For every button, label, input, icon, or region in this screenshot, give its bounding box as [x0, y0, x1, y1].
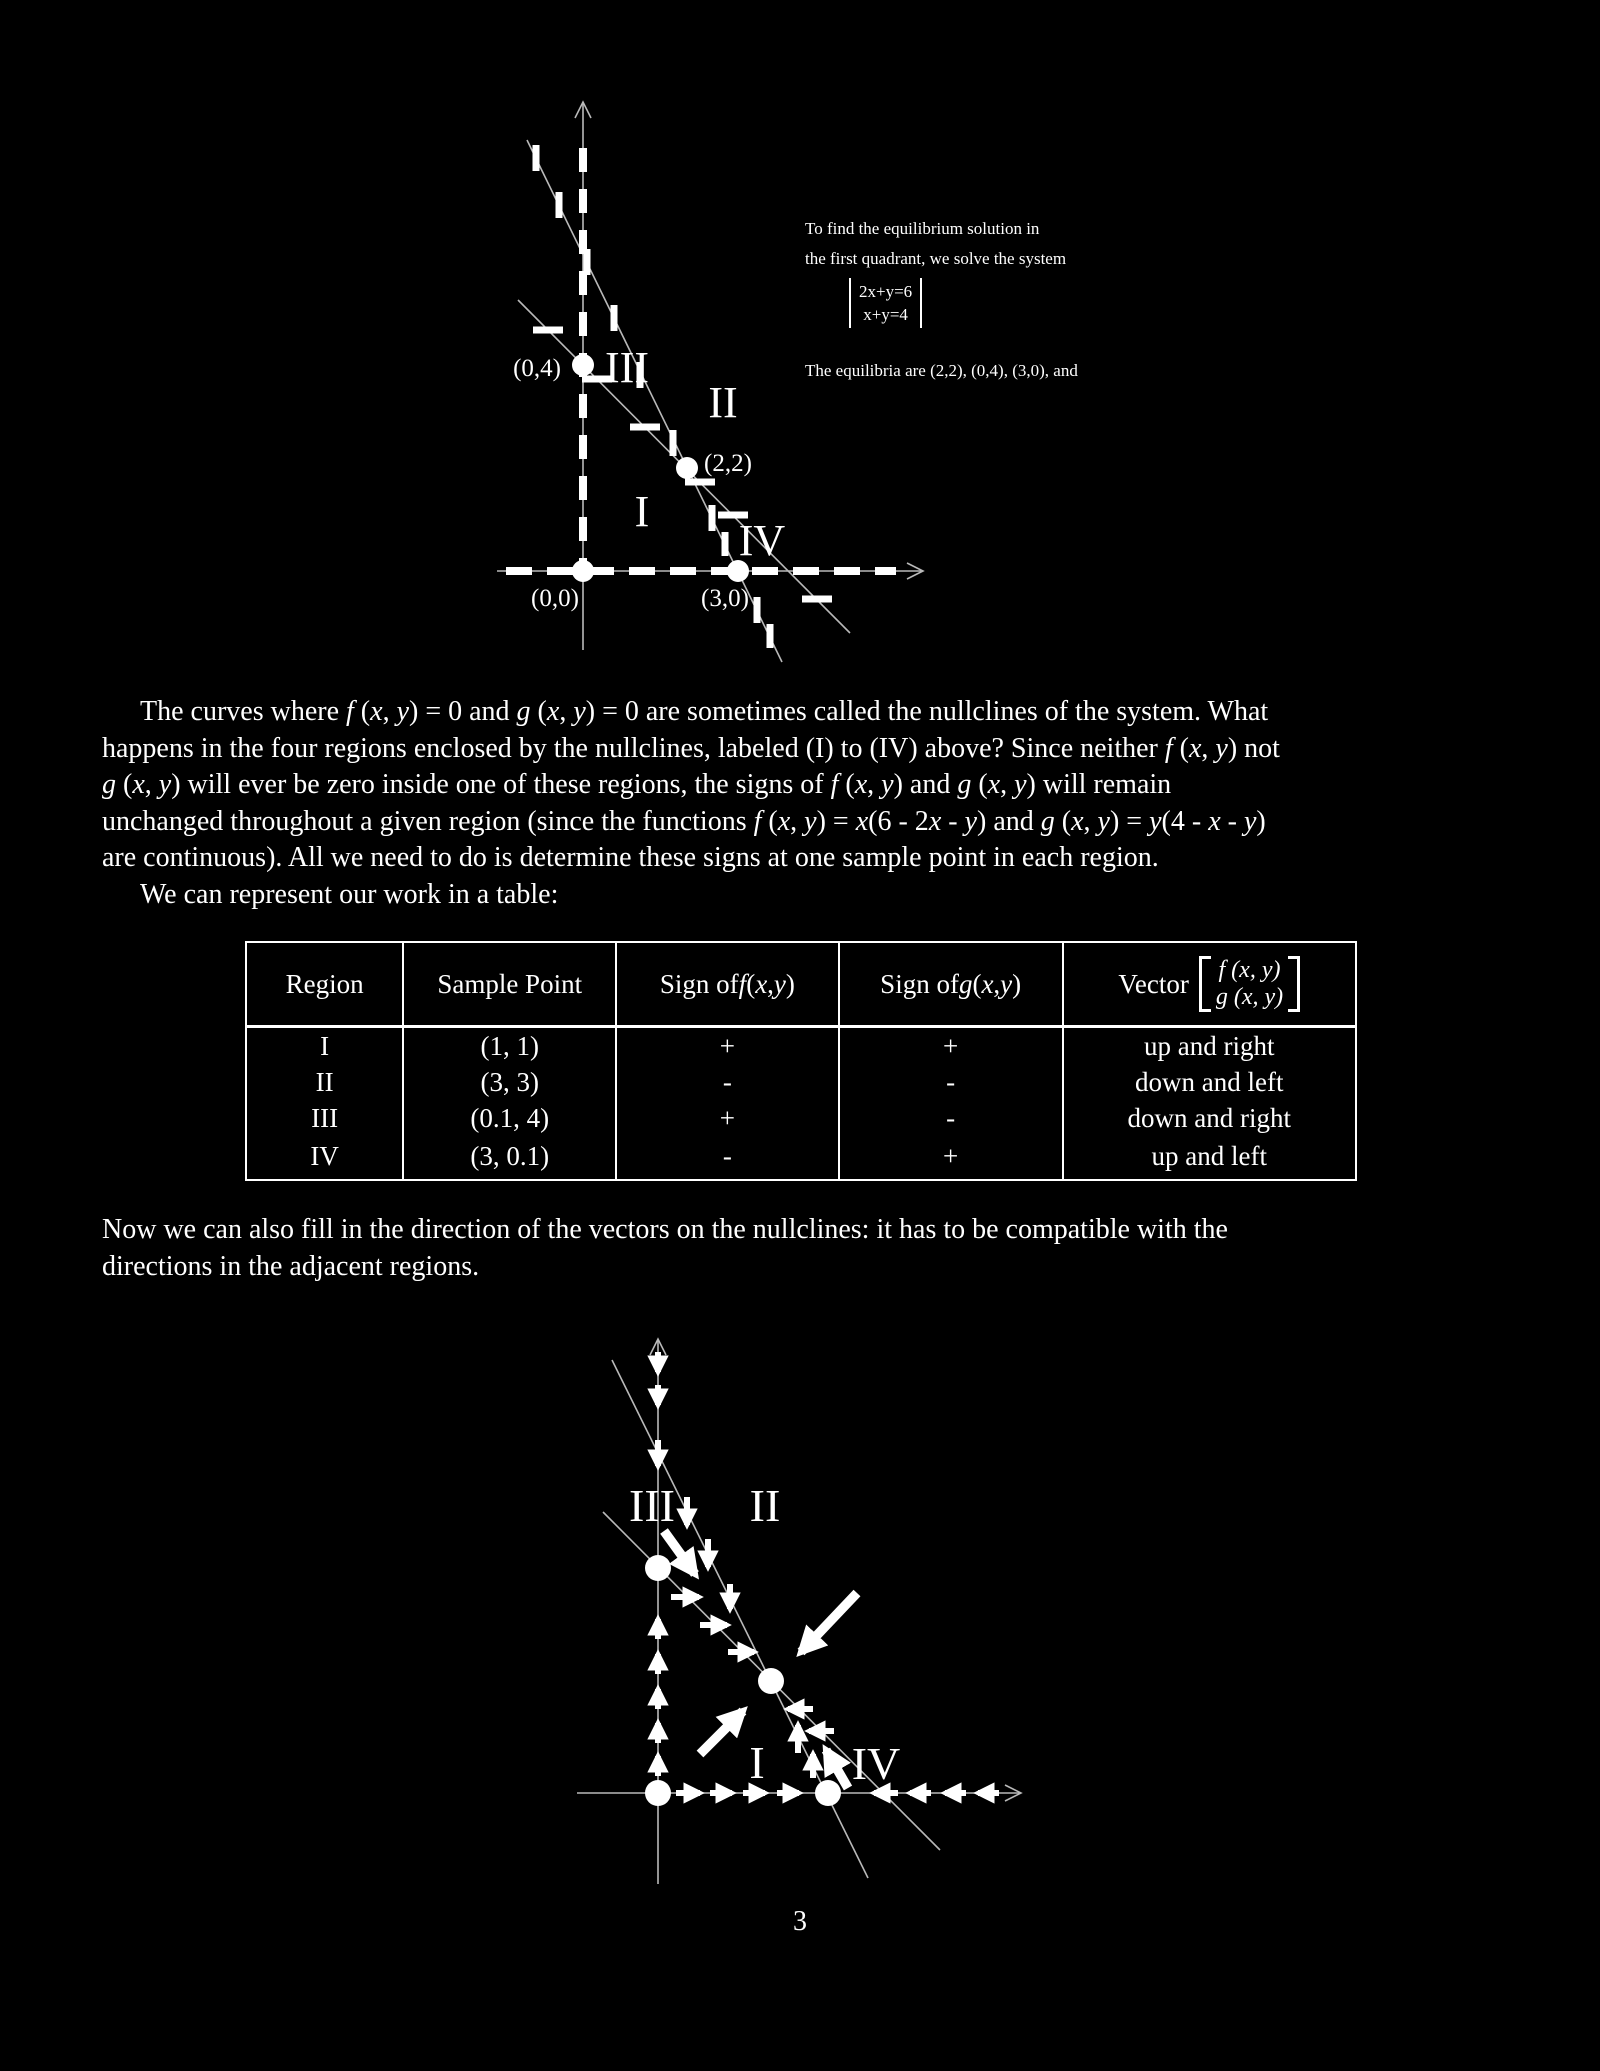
- paragraph-line: happens in the four regions enclosed by the nullclines, labeled (I) to (IV) above? Since neither f (x, y) not: [102, 732, 1280, 764]
- cell-sign-f: +: [617, 1100, 840, 1136]
- cell-vector: up and right: [1144, 1030, 1275, 1061]
- equilibrium-dot-2-2: [758, 1668, 784, 1694]
- cell-region: III: [247, 1100, 404, 1136]
- column-header-sign-g: Sign of g ( x , y ): [840, 943, 1064, 1028]
- note-line: To find the equilibrium solution in: [805, 219, 1040, 238]
- cell-sign-g: -: [840, 1064, 1064, 1100]
- vector-label: Vector: [1118, 968, 1189, 999]
- equilibrium-note: [805, 214, 1078, 386]
- column-header-vector: [1064, 943, 1355, 1028]
- column-header-sign-f: Sign of f ( x , y ): [617, 943, 840, 1028]
- region-label-I: I: [749, 1737, 765, 1788]
- cell-sign-f: +: [617, 1028, 840, 1064]
- equilibrium-dot-0-0: [645, 1780, 671, 1806]
- equilibria-list: The equilibria are (2,2), (0,4), (3,0), and: [805, 361, 1078, 380]
- sign-table: [245, 941, 1357, 1181]
- cell-sample-point: (3, 0.1): [404, 1136, 617, 1179]
- region-II-arrow-down-left: [801, 1593, 857, 1652]
- cell-sign-g: +: [840, 1028, 1064, 1064]
- note-line: the first quadrant, we solve the system: [805, 249, 1067, 268]
- cell-vector: down and left: [1135, 1066, 1284, 1097]
- cell-sign-f: -: [617, 1136, 840, 1179]
- cell-sample-point: (3, 3): [404, 1064, 617, 1100]
- point-label-0-0: (0,0): [531, 585, 579, 612]
- cell-sample-point: (1, 1): [404, 1028, 617, 1064]
- cell-sign-g: +: [840, 1136, 1064, 1179]
- equation-2: x+y=4: [863, 305, 908, 324]
- right-bracket-icon: [1288, 956, 1300, 1012]
- table-header-row: [247, 943, 1355, 1028]
- vector-bracket-matrix: [1199, 956, 1300, 1012]
- equilibrium-dot-0-0: [572, 560, 594, 582]
- paragraph-line: are continuous). All we need to do is determine these signs at one sample point in each region.: [102, 842, 1159, 873]
- region-label-III: III: [629, 1480, 675, 1531]
- left-bracket-icon: [1199, 956, 1211, 1012]
- cell-vector: up and left: [1151, 1140, 1267, 1171]
- cell-region: IV: [247, 1136, 404, 1179]
- paragraph-line: We can represent our work in a table:: [140, 878, 559, 910]
- cell-vector: down and right: [1127, 1102, 1292, 1133]
- paragraph-line: directions in the adjacent regions.: [102, 1250, 480, 1282]
- cell-sample-point: (0.1, 4): [404, 1100, 617, 1136]
- column-header-sample-point: Sample Point: [404, 943, 617, 1028]
- page-number: 3: [793, 1906, 807, 1937]
- region-label-II: II: [749, 1480, 781, 1531]
- point-label-3-0: (3,0): [701, 585, 749, 612]
- cell-sign-g: -: [840, 1100, 1064, 1136]
- nullcline-2x-plus-y-6: [527, 140, 782, 662]
- cell-sign-f: -: [617, 1064, 840, 1100]
- equilibrium-dot-2-2: [676, 457, 698, 479]
- table-row: [247, 1028, 1355, 1064]
- point-label-0-4: (0,4): [513, 355, 561, 382]
- region-I-arrow-up-right: [700, 1711, 743, 1754]
- paragraph-line: Now we can also fill in the direction of the vectors on the nullclines: it has to be compatible with the: [102, 1214, 1228, 1245]
- table-row: [247, 1136, 1355, 1179]
- paragraph-line: unchanged throughout a given region (since the functions f (x, y) = x(6 - 2x - y) and g (x, y) = y(4 - x - y): [102, 805, 1266, 837]
- paragraph-nullclines: [102, 694, 1280, 913]
- vector-entry-g: g (x, y): [1215, 984, 1284, 1010]
- equation-system: [849, 278, 922, 328]
- paragraph-line: The curves where f (x, y) = 0 and g (x, y) = 0 are sometimes called the nullclines of the system. What: [140, 696, 1269, 727]
- region-label-II: II: [708, 378, 738, 427]
- cell-region: I: [247, 1028, 404, 1064]
- vector-entry-f: f (x, y): [1218, 957, 1281, 984]
- equation-1: 2x+y=6: [859, 282, 913, 301]
- equilibrium-dot-3-0: [815, 1780, 841, 1806]
- region-label-I: I: [634, 487, 650, 536]
- region-label-III: III: [605, 343, 649, 392]
- equilibrium-dot-0-4: [572, 354, 594, 376]
- direction-field-diagram: [577, 1339, 1021, 1884]
- cell-region: II: [247, 1064, 404, 1100]
- table-row: [247, 1064, 1355, 1100]
- region-label-IV: IV: [738, 516, 786, 565]
- column-header-region: Region: [247, 943, 404, 1028]
- paragraph-line: g (x, y) will ever be zero inside one of these regions, the signs of f (x, y) and g (x, y) will remain: [102, 769, 1172, 800]
- equilibrium-dot-0-4: [645, 1555, 671, 1581]
- point-label-2-2: (2,2): [704, 450, 752, 477]
- table-row: [247, 1100, 1355, 1136]
- nullcline-direction-arrows: [658, 1352, 999, 1793]
- region-label-IV: IV: [851, 1738, 901, 1789]
- paragraph-directions: [102, 1212, 1228, 1285]
